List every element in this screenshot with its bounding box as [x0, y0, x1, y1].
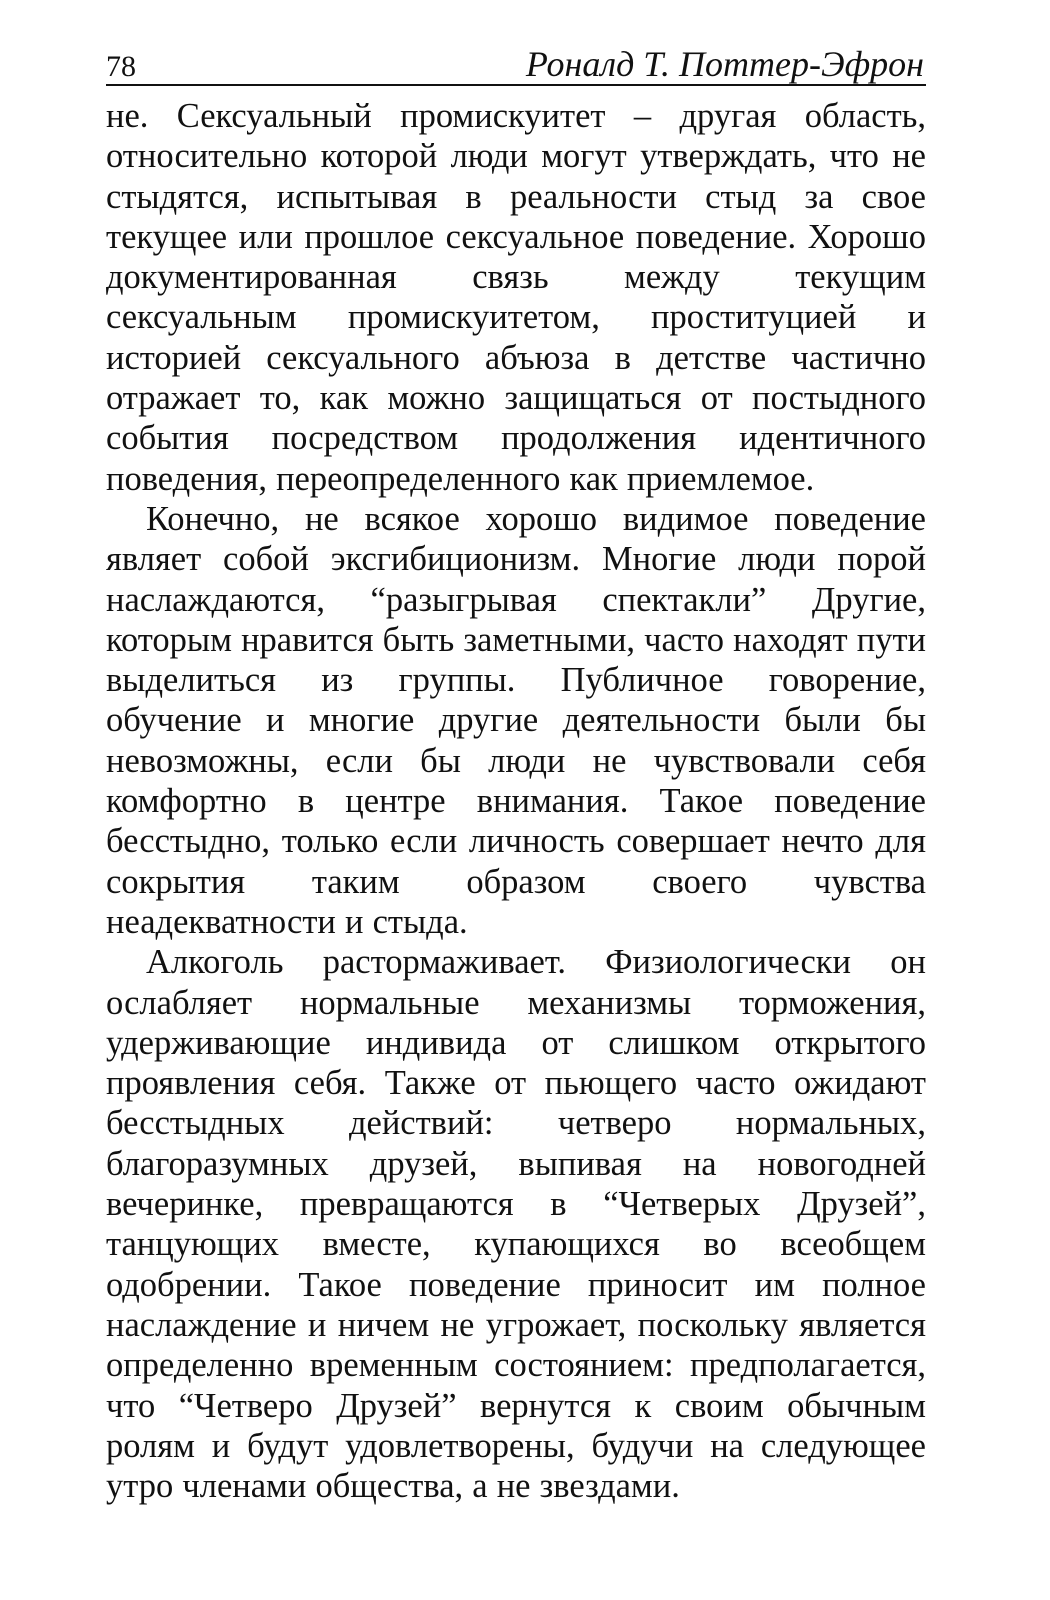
body-text — [106, 96, 926, 1506]
running-head — [106, 40, 926, 86]
page-number: 78 — [106, 50, 136, 83]
paragraph-alcohol: Алкоголь растормаживает. Физиологически он ослабляет нормальные механизмы торможения, удерживающие индивида от слишком открытого проявления себя. Также от пьющего часто ожидают бесстыдных действий: четверо нормальных, благоразумных друзей, выпивая на новогодней вечеринке, превращаются в “Четверых Друзей”, танцующих вместе, купающихся во всеобщем одобрении. Такое поведение приносит им полное наслаждение и ничем не угрожает, поскольку является определенно временным состоянием: предполагается, что “Четверо Друзей” вернутся к своим обычным ролям и будут удовлетворены, будучи на следующее утро членами общества, а не звездами. — [106, 943, 926, 1506]
book-page — [106, 40, 926, 1506]
paragraph-continued: не. Сексуальный промискуитет – другая область, относительно которой люди могут утверждать, что не стыдятся, испытывая в реальности стыд за свое текущее или прошлое сексуальное поведение. Хорошо документированная связь между текущим сексуальным промискуитетом, проституцией и историей сексуального абъюза в детстве частично отражает то, как можно защищаться от постыдного события посредством продолжения идентичного поведения, переопределенного как приемлемое. — [106, 97, 926, 498]
paragraph-exhibitionism: Конечно, не всякое хорошо видимое поведение являет собой эксгибиционизм. Многие люди порой наслаждаются, “разыгрывая спектакли” Другие, которым нравится быть заметными, часто находят пути выделиться из группы. Публичное говорение, обучение и многие другие деятельности были бы невозможны, если бы люди не чувствовали себя комфортно в центре внимания. Такое поведение бесстыдно, только если личность совершает нечто для сокрытия таким образом своего чувства неадекватности и стыда. — [106, 499, 926, 941]
running-title: Роналд Т. Поттер-Эфрон — [525, 44, 924, 84]
